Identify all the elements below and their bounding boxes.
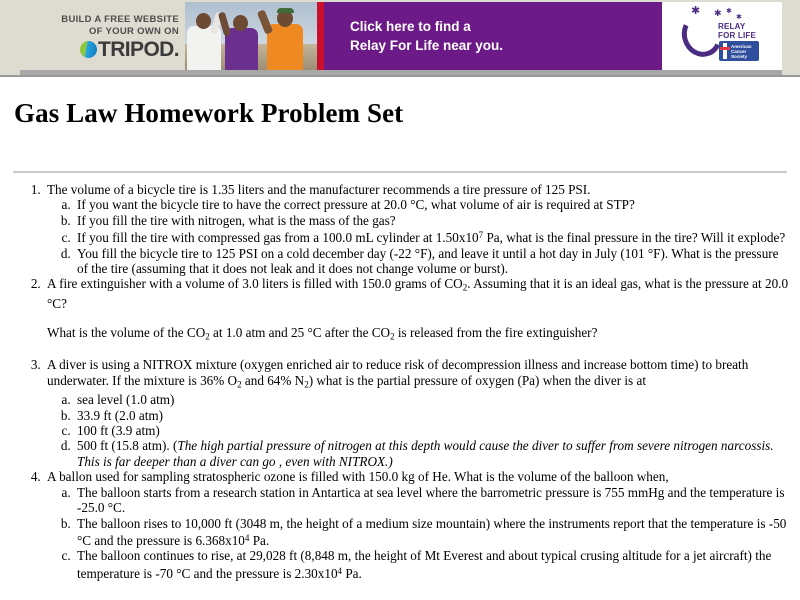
american-cancer-society-badge <box>719 41 759 61</box>
problem-2-text-pre: A fire extinguisher with a volume of 3.0 liters is filled with 150.0 grams of CO <box>47 276 463 292</box>
tripod-tagline-line2: OF YOUR OWN ON <box>88 25 179 37</box>
relay-logo-line2: FOR LIFE <box>718 30 757 40</box>
problem-3-text-post: ) what is the partial pressure of oxygen (Pa) when the diver is at <box>308 372 646 388</box>
photo-person-purple-head <box>233 15 248 31</box>
relay-cta-line2: Relay For Life near you. <box>350 38 504 53</box>
problem-1-subitems <box>47 197 790 276</box>
star-icon-4: ✱ <box>736 13 742 21</box>
problem-list <box>10 182 790 581</box>
problem-3-sub-d-pre: 500 ft (15.8 atm). ( <box>77 438 178 454</box>
problem-2-para-sub1: 2 <box>205 330 210 341</box>
problem-item-2 <box>44 276 790 344</box>
problem-4-sub-b-exponent: 4 <box>244 532 250 543</box>
relay-logo-wordmark <box>718 23 756 40</box>
document-body <box>0 98 800 581</box>
tripod-logo <box>80 37 179 61</box>
problem-3-text-pre: A diver is using a NITROX mixture (oxygen enriched air to reduce risk of decompression illness and increase bottom time) to breath underwater. If the mixture is 36% O <box>47 357 749 388</box>
problem-item-1 <box>44 182 790 276</box>
problem-4-sub-b-pre: The balloon rises to 10,000 ft (3048 m, the height of a medium size mountain) where the instruments report that the temperature is -50 °C and the pressure is 6.368x10 <box>77 515 787 548</box>
acs-badge-text <box>731 44 752 59</box>
relay-participants-photo <box>185 2 317 70</box>
problem-item-4 <box>44 469 790 581</box>
problem-3-n2-subscript: 2 <box>304 378 309 389</box>
relay-logo-line1: RELAY <box>718 22 746 31</box>
tripod-wordmark: TRIPOD. <box>98 37 179 61</box>
problem-1-sub-c-post: Pa, what is the final pressure in the tire? Will it explode? <box>483 230 786 246</box>
problem-item-3 <box>44 357 790 469</box>
relay-logo-art <box>674 7 770 65</box>
problem-2-followup <box>47 325 790 345</box>
horizontal-divider <box>13 171 787 173</box>
relay-cta-panel[interactable] <box>324 2 662 70</box>
problem-4-sub-b-post: Pa. <box>249 532 270 548</box>
problem-4-subitems <box>47 485 790 582</box>
problem-4-text: A ballon used for sampling stratospheric ozone is filled with 150.0 kg of He. What is the volume of the balloon when, <box>47 469 669 485</box>
ad-inner[interactable] <box>20 2 782 70</box>
problem-3-text-mid: and 64% N <box>241 372 305 388</box>
problem-2-para-sub2: 2 <box>390 330 395 341</box>
tripod-promo[interactable] <box>20 2 185 70</box>
problem-3-subitems <box>47 392 790 469</box>
problem-2-para-mid: at 1.0 atm and 25 °C after the CO <box>209 324 391 340</box>
page-title: Gas Law Homework Problem Set <box>14 98 404 128</box>
star-icon-2: ✱ <box>714 8 722 18</box>
problem-4-sub-c <box>74 548 790 581</box>
problem-2-co2-subscript: 2 <box>462 282 468 293</box>
tripod-circle-icon <box>80 41 97 58</box>
problem-4-sub-a: a. The balloon starts from a research station in Antartica at sea level where the barrometric pressure is 755 mmHg and the temperature is -25.0 °C. <box>74 485 790 516</box>
acs-line2: Cancer <box>731 49 747 54</box>
problem-1-sub-a: a. If you want the bicycle tire to have the correct pressure at 20.0 °C, what volume of air is required at STP? <box>74 197 790 212</box>
problem-4-sub-c-pre: The balloon continues to rise, at 29,028 ft (8,848 m, the height of Mt Everest and about typical crusing altitude for a jet aircraft) the temperature is -70 °C and the pressure is 2.30x10 <box>77 548 772 581</box>
acs-line1: American <box>731 44 752 49</box>
acs-sword-icon <box>723 43 727 59</box>
problem-3-o2-subscript: 2 <box>237 378 242 389</box>
problem-4-sub-c-exponent: 4 <box>337 565 343 576</box>
relay-for-life-logo[interactable] <box>662 2 782 70</box>
problem-1-sub-c-exponent: 7 <box>478 230 484 241</box>
advertisement-banner[interactable] <box>0 0 800 77</box>
photo-person-orange-cap-icon <box>277 8 294 13</box>
problem-2-para-pre: What is the volume of the CO <box>47 324 206 340</box>
problem-4-sub-b <box>74 516 790 549</box>
photo-person-white-head <box>196 13 211 29</box>
relay-cta-text <box>350 17 503 55</box>
problem-3-sub-a: a. sea level (1.0 atm) <box>74 392 790 407</box>
problem-3-sub-c: c. 100 ft (3.9 atm) <box>74 423 790 438</box>
problem-1-sub-d: d. You fill the bicycle tire to 125 PSI on a cold december day (-22 °F), and leave it until a hot day in July (101 °F). What is the pressure of the tire (assuming that it does not leak and it does not change volume or burst). <box>74 246 790 277</box>
banner-bottom-shelf <box>20 70 782 75</box>
acs-line3: Society <box>731 54 748 59</box>
banner-red-divider <box>317 2 324 70</box>
problem-3-sub-b: b. 33.9 ft (2.0 atm) <box>74 408 790 423</box>
problem-1-sub-c-pre: If you fill the tire with compressed gas from a 100.0 mL cylinder at 1.50x10 <box>77 230 479 246</box>
star-icon-3: ✱ <box>726 7 732 15</box>
problem-1-sub-b: b. If you fill the tire with nitrogen, what is the mass of the gas? <box>74 213 790 228</box>
tripod-tagline-line1: BUILD A FREE WEBSITE <box>61 13 179 25</box>
problem-1-text: The volume of a bicycle tire is 1.35 liters and the manufacturer recommends a tire pressure of 125 PSI. <box>47 182 591 197</box>
problem-2-para-post: is released from the fire extinguisher? <box>394 324 598 340</box>
problem-4-sub-c-post: Pa. <box>342 565 362 581</box>
problem-3-sub-d <box>74 438 790 469</box>
relay-cta-line1: Click here to find a <box>350 19 471 34</box>
problem-2-text-post: . Assuming that it is an ideal gas, what is the pressure at 20.0 °C? <box>47 276 789 312</box>
problem-3-sub-d-note: The high partial pressure of nitrogen at this depth would cause the diver to suffer from severe nitrogen narcossis. This is far deeper than a diver can go , even with NITROX.) <box>77 438 774 469</box>
star-icon-1: ✱ <box>691 5 701 17</box>
problem-1-sub-c <box>74 228 790 245</box>
